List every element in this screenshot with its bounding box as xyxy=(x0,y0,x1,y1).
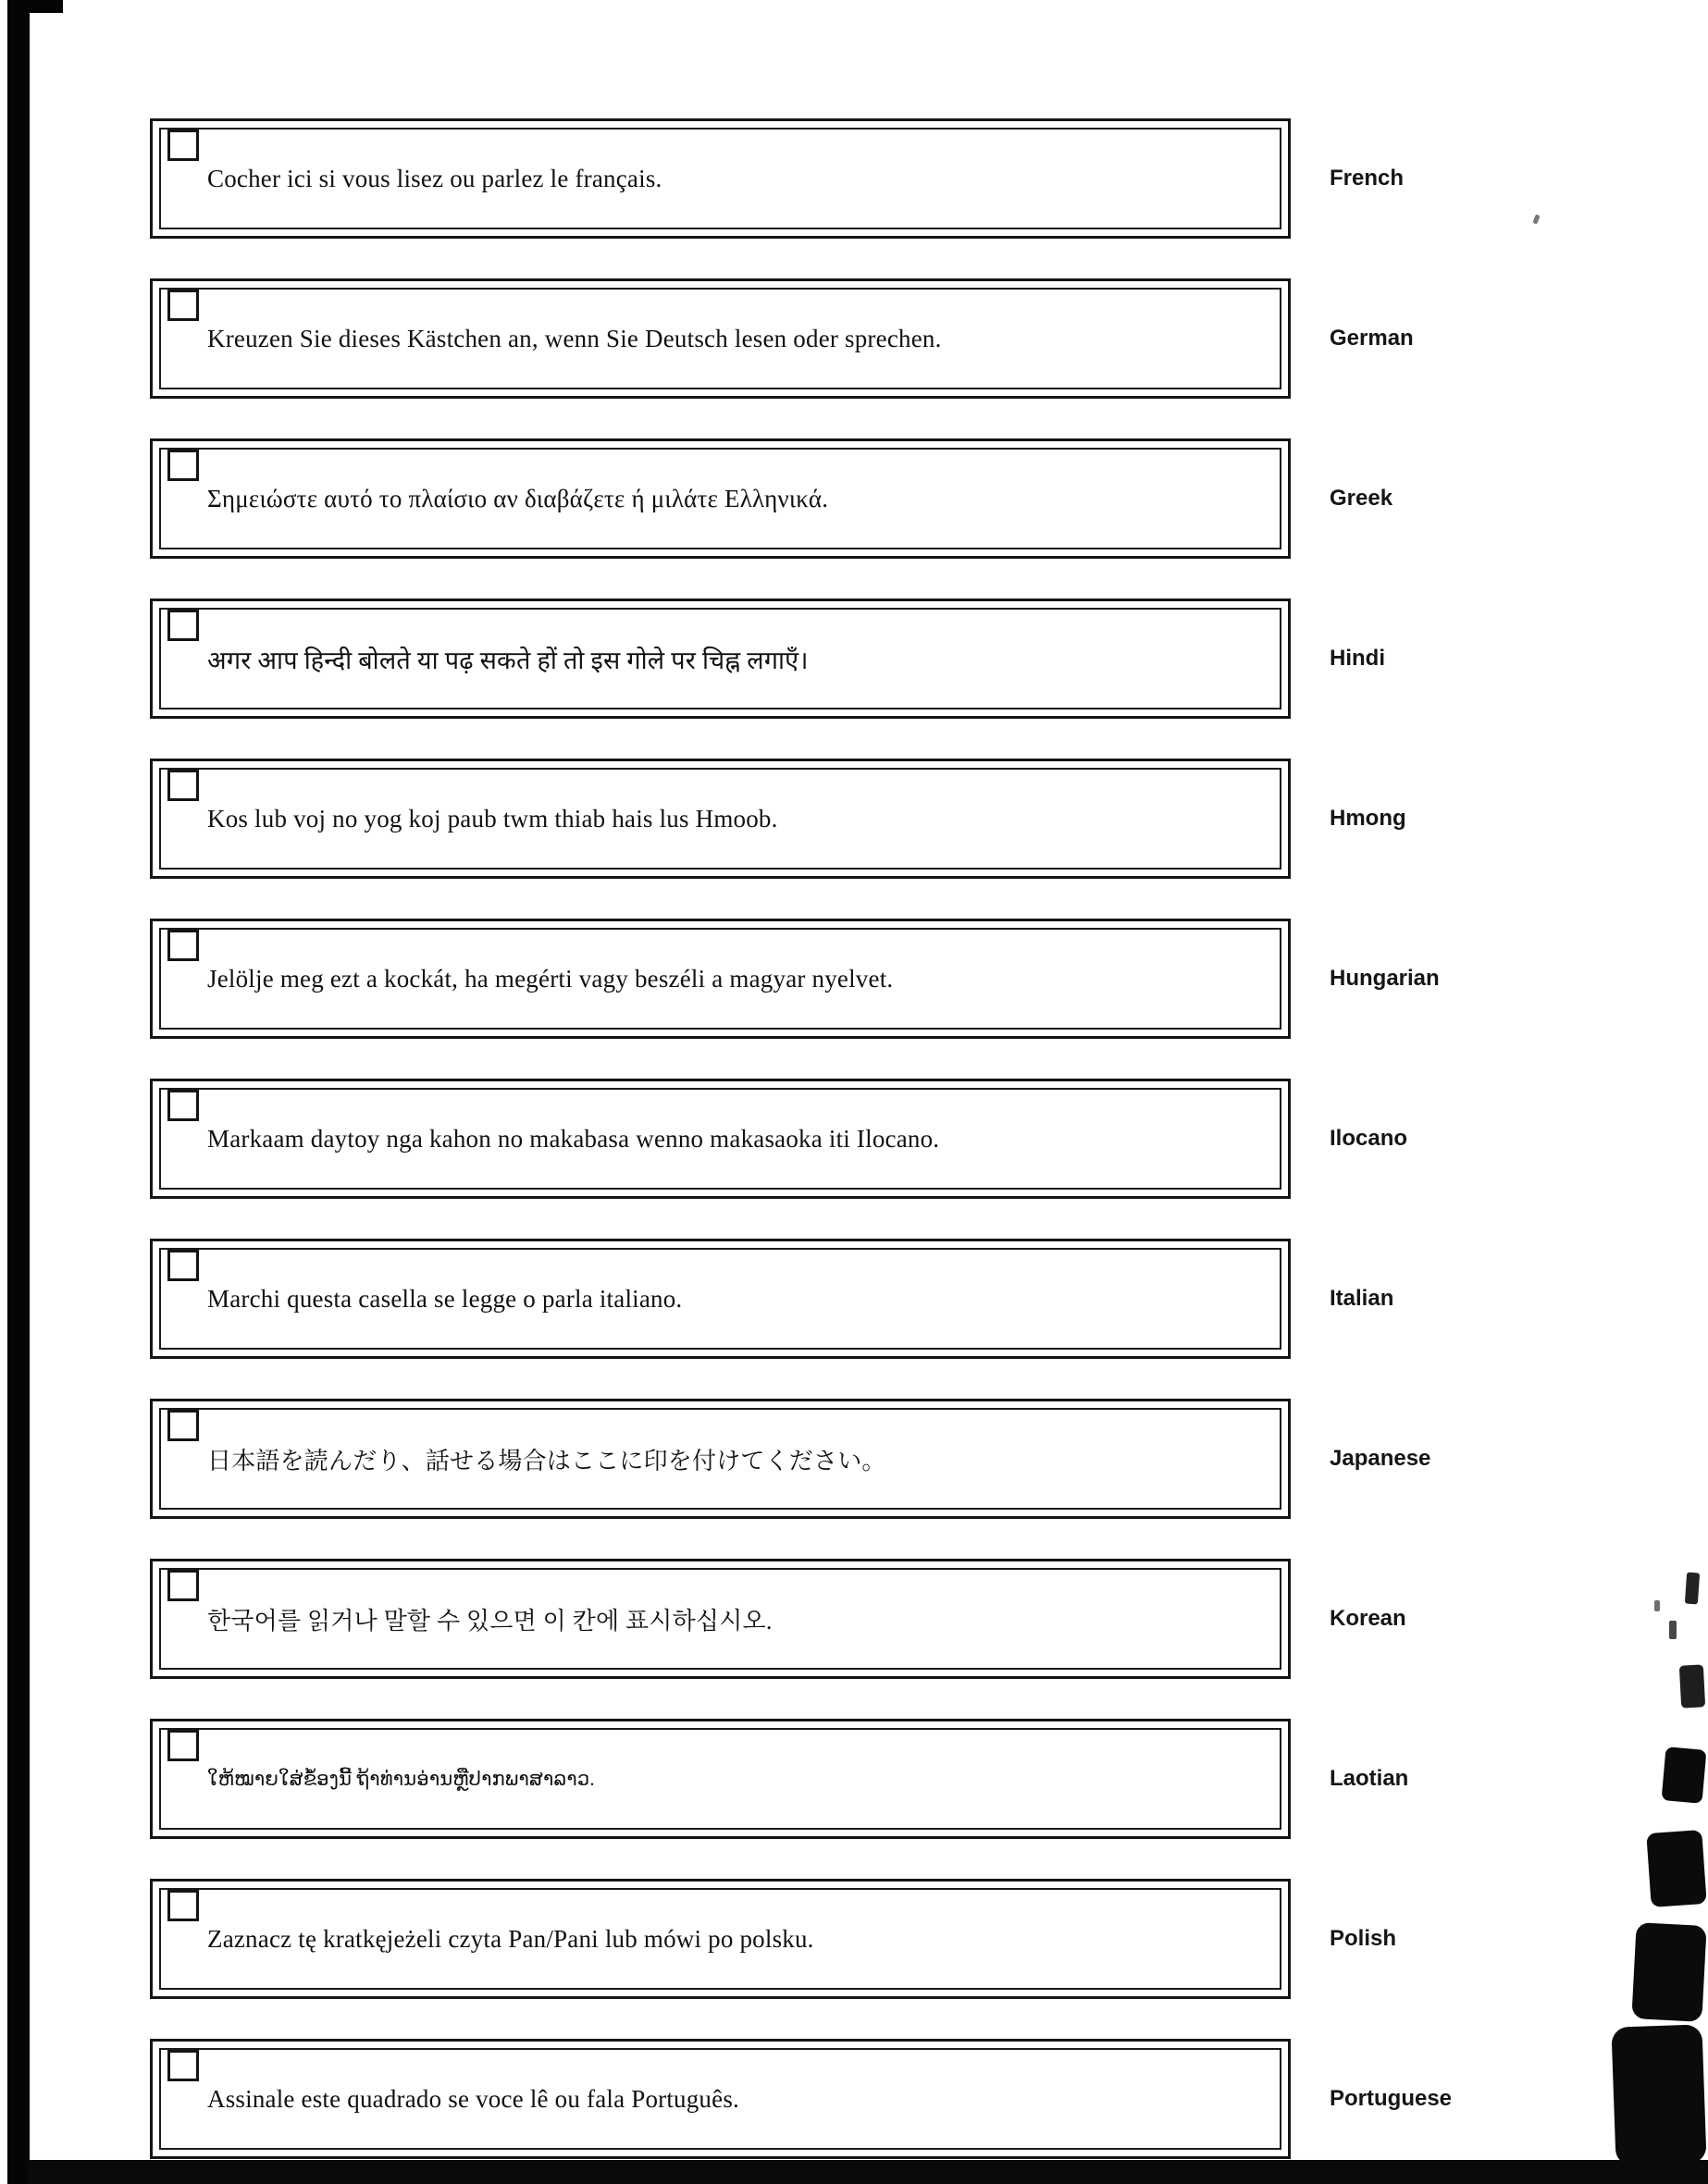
german-checkbox[interactable] xyxy=(167,290,199,321)
language-row-hindi xyxy=(150,598,1452,719)
instruction-text: Markaam daytoy nga kahon no makabasa wenno makasaoka iti Ilocano. xyxy=(207,1124,940,1153)
language-row-german xyxy=(150,278,1452,399)
box-inner-border xyxy=(159,1568,1281,1670)
language-label: Italian xyxy=(1330,1286,1394,1311)
language-box xyxy=(150,278,1291,399)
box-inner-border xyxy=(159,2048,1281,2150)
box-inner-border xyxy=(159,928,1281,1030)
scan-artifact xyxy=(1654,1600,1660,1611)
box-inner-border xyxy=(159,448,1281,549)
hmong-checkbox[interactable] xyxy=(167,770,199,801)
instruction-text: Jelölje meg ezt a kockát, ha megérti vagy beszéli a magyar nyelvet. xyxy=(207,964,894,993)
language-row-korean xyxy=(150,1559,1452,1679)
scan-edge-corner xyxy=(7,0,63,13)
language-row-ilocano xyxy=(150,1079,1452,1199)
language-label: Hindi xyxy=(1330,646,1385,671)
polish-checkbox[interactable] xyxy=(167,1890,199,1921)
box-inner-border xyxy=(159,608,1281,709)
language-label: Hmong xyxy=(1330,806,1406,831)
box-inner-border xyxy=(159,128,1281,229)
language-row-greek xyxy=(150,438,1452,559)
instruction-text: 한국어를 읽거나 말할 수 있으면 이 칸에 표시하십시오. xyxy=(207,1607,773,1635)
language-row-portuguese xyxy=(150,2039,1452,2159)
language-row-hungarian xyxy=(150,919,1452,1039)
scan-artifact xyxy=(1631,1922,1706,2022)
language-row-polish xyxy=(150,1879,1452,1999)
laotian-checkbox[interactable] xyxy=(167,1730,199,1761)
instruction-text: Σημειώστε αυτό το πλαίσιο αν διαβάζετε ή μιλάτε Ελληνικά. xyxy=(207,484,829,512)
box-inner-border xyxy=(159,1728,1281,1830)
scan-edge-left xyxy=(7,6,30,2184)
language-box xyxy=(150,118,1291,239)
hungarian-checkbox[interactable] xyxy=(167,930,199,961)
japanese-checkbox[interactable] xyxy=(167,1410,199,1441)
language-row-italian xyxy=(150,1239,1452,1359)
box-inner-border xyxy=(159,1888,1281,1990)
box-inner-border xyxy=(159,768,1281,870)
instruction-text: अगर आप हिन्दी बोलते या पढ़ सकते हों तो इस गोले पर चिह्न लगाएँ। xyxy=(207,646,809,674)
language-label: Hungarian xyxy=(1330,966,1440,991)
instruction-text: ໃຫ້ໝາຍໃສ່ຂໍ້ອງນີ້ ຖ້າທ່ານອ່ານຫຼືປາກພາສາລາວ. xyxy=(207,1767,595,1790)
greek-checkbox[interactable] xyxy=(167,450,199,481)
language-label: Laotian xyxy=(1330,1766,1409,1791)
scan-speck xyxy=(1532,214,1540,224)
french-checkbox[interactable] xyxy=(167,130,199,161)
instruction-text: Zaznacz tę kratkęjeżeli czyta Pan/Pani lub mówi po polsku. xyxy=(207,1924,814,1953)
language-label: German xyxy=(1330,326,1414,351)
instruction-text: Assinale este quadrado se voce lê ou fala Português. xyxy=(207,2084,739,2113)
language-row-japanese xyxy=(150,1399,1452,1519)
language-box xyxy=(150,1719,1291,1839)
language-box xyxy=(150,759,1291,879)
ilocano-checkbox[interactable] xyxy=(167,1090,199,1121)
instruction-text: 日本語を読んだり、話せる場合はここに印を付けてください。 xyxy=(207,1447,886,1475)
language-label: Korean xyxy=(1330,1606,1406,1631)
language-label: French xyxy=(1330,166,1405,191)
scan-artifact xyxy=(1662,1746,1707,1804)
language-row-hmong xyxy=(150,759,1452,879)
scan-artifact xyxy=(1679,1664,1705,1708)
scan-edge-bottom xyxy=(28,2160,1708,2184)
instruction-text: Kos lub voj no yog koj paub twm thiab hais lus Hmoob. xyxy=(207,804,778,833)
language-box xyxy=(150,2039,1291,2159)
language-box xyxy=(150,598,1291,719)
language-checkbox-list xyxy=(150,118,1452,2159)
language-box xyxy=(150,1239,1291,1359)
language-row-french xyxy=(150,118,1452,239)
language-box xyxy=(150,1879,1291,1999)
instruction-text: Kreuzen Sie dieses Kästchen an, wenn Sie Deutsch lesen oder sprechen. xyxy=(207,324,942,352)
scan-artifact xyxy=(1685,1573,1700,1605)
scan-artifact xyxy=(1669,1621,1677,1639)
scan-artifact xyxy=(1611,2024,1706,2165)
italian-checkbox[interactable] xyxy=(167,1250,199,1281)
language-row-laotian xyxy=(150,1719,1452,1839)
box-inner-border xyxy=(159,1088,1281,1190)
box-inner-border xyxy=(159,288,1281,389)
instruction-text: Marchi questa casella se legge o parla italiano. xyxy=(207,1284,683,1313)
language-label: Japanese xyxy=(1330,1446,1431,1471)
box-inner-border xyxy=(159,1408,1281,1510)
language-box xyxy=(150,1079,1291,1199)
korean-checkbox[interactable] xyxy=(167,1570,199,1601)
scan-artifact xyxy=(1646,1830,1706,1907)
box-inner-border xyxy=(159,1248,1281,1350)
language-label: Greek xyxy=(1330,486,1393,511)
language-label: Polish xyxy=(1330,1926,1397,1951)
language-box xyxy=(150,919,1291,1039)
language-box xyxy=(150,1559,1291,1679)
language-box xyxy=(150,1399,1291,1519)
hindi-checkbox[interactable] xyxy=(167,610,199,641)
instruction-text: Cocher ici si vous lisez ou parlez le français. xyxy=(207,164,662,192)
language-box xyxy=(150,438,1291,559)
language-label: Portuguese xyxy=(1330,2086,1453,2111)
portuguese-checkbox[interactable] xyxy=(167,2050,199,2081)
language-label: Ilocano xyxy=(1330,1126,1408,1151)
